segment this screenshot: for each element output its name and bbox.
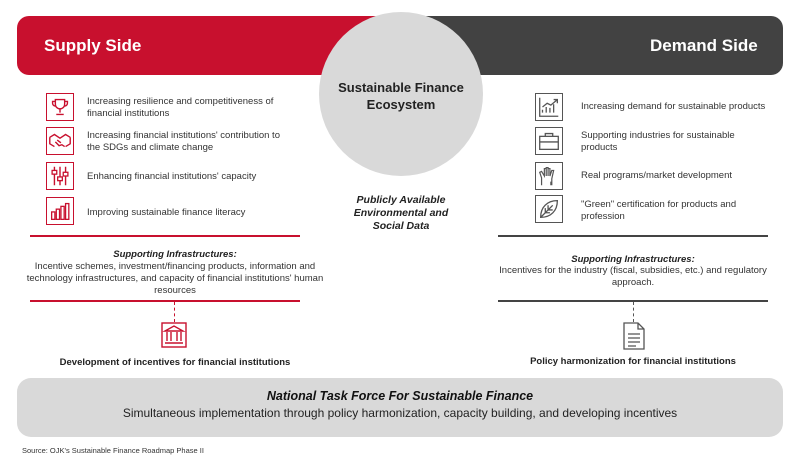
source-note: Source: OJK's Sustainable Finance Roadmap Phase II — [22, 446, 204, 455]
leaf-icon — [535, 195, 563, 223]
demand-item-2-text: Supporting industries for sustainable products — [581, 130, 735, 153]
sliders-icon — [46, 162, 74, 190]
demand-infra-desc: Incentives for the industry (fiscal, subsidies, etc.) and regulatory approach. — [499, 265, 767, 288]
supply-infra-desc: Incentive schemes, investment/financing products, information and technology infrastructures, and capacity of financial institutions' human resources — [26, 261, 324, 296]
briefcase-icon — [535, 127, 563, 155]
bar-chart-icon — [46, 197, 74, 225]
handshake-icon — [46, 127, 74, 155]
supply-infra-title: Supporting Infrastructures: — [113, 249, 237, 260]
demand-item-1-text: Increasing demand for sustainable products — [581, 101, 766, 112]
document-icon — [621, 322, 647, 350]
ecosystem-title: Sustainable Finance Ecosystem — [338, 80, 464, 112]
supply-bottom-label: Development of incentives for financial institutions — [59, 357, 291, 368]
supply-item-1-text: Increasing resilience and competitiveness of financial institutions — [87, 96, 274, 119]
demand-infra-title: Supporting Infrastructures: — [571, 254, 695, 265]
hands-icon — [535, 162, 563, 190]
demand-infra-top-divider — [498, 235, 768, 237]
institution-icon — [161, 322, 187, 348]
demand-bottom-label: Policy harmonization for financial institutions — [530, 356, 736, 367]
public-data-label: Publicly Available Environmental and Social Data — [353, 194, 449, 232]
demand-item-4-text: "Green" certification for products and profession — [581, 199, 737, 222]
supply-item-4-text: Improving sustainable finance literacy — [87, 207, 246, 218]
supply-side-title: Supply Side — [44, 36, 142, 55]
task-force-description: Simultaneous implementation through policy harmonization, capacity building, and developing incentives — [122, 406, 678, 420]
growth-chart-icon — [535, 93, 563, 121]
demand-connector — [633, 302, 634, 322]
supply-infra-top-divider — [30, 235, 300, 237]
demand-side-title: Demand Side — [650, 36, 758, 55]
demand-item-3-text: Real programs/market development — [581, 170, 733, 181]
trophy-icon — [46, 93, 74, 121]
supply-item-3-text: Enhancing financial institutions' capacity — [87, 171, 257, 182]
task-force-title: National Task Force For Sustainable Finance — [266, 389, 534, 403]
supply-infra-bottom-divider — [30, 300, 300, 302]
supply-connector — [174, 302, 175, 322]
supply-item-2-text: Increasing financial institutions' contribution to the SDGs and climate change — [87, 130, 280, 153]
